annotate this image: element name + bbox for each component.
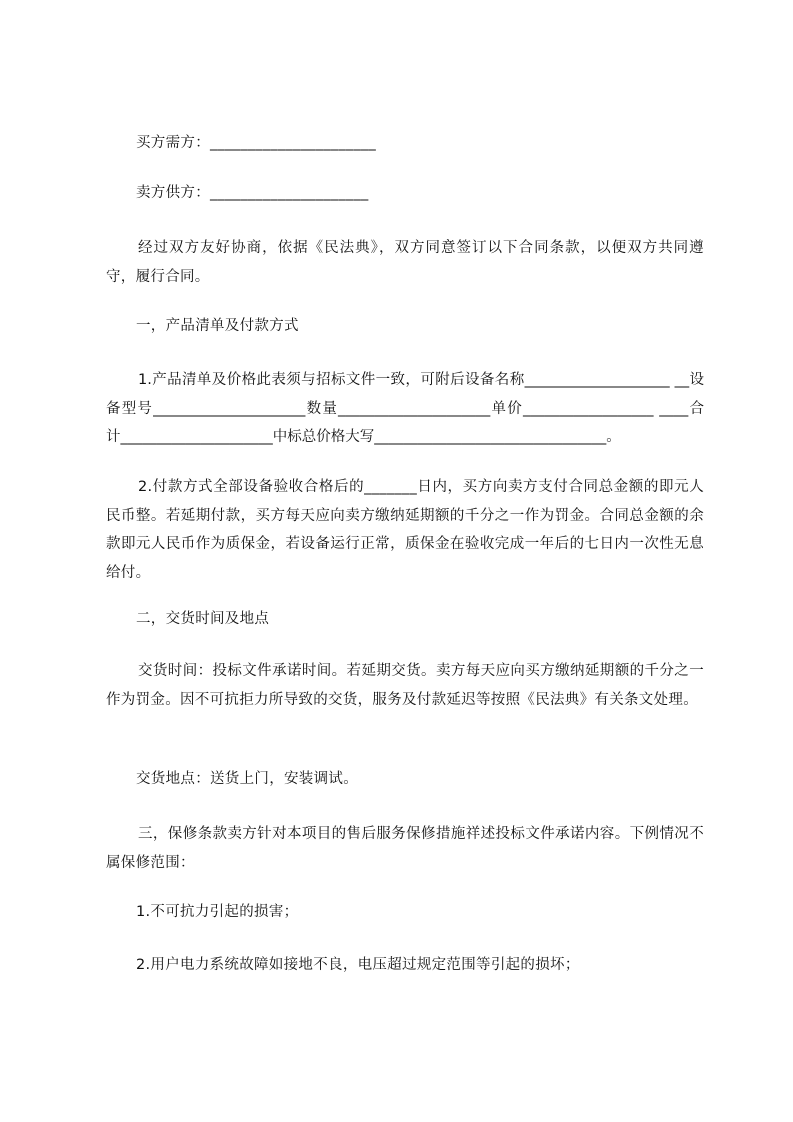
item-1-2-paragraph: 2.付款方式全部设备验收合格后的_______日内，买方向卖方支付合同总金额的即元人民币整。若延期付款，买方每天应向卖方缴纳延期额的千分之一作为罚金。合同总金额的余款即元人民币作为质保金，若设备运行正常，质保金在验收完成一年后的七日内一次性无息给付。 [106, 479, 704, 581]
exclusion-2: 2.用户电力系统故障如接地不良，电压超过规定范围等引起的损坏； [136, 957, 580, 973]
section-3-paragraph: 三，保修条款卖方针对本项目的售后服务保修措施祥述投标文件承诺内容。下例情况不属保修范围： [106, 826, 704, 871]
exclusion-1: 1.不可抗力引起的损害； [136, 904, 299, 920]
delivery-place-line: 交货地点：送货上门，安装调试。 [136, 771, 358, 787]
section-1-heading: 一，产品清单及付款方式 [136, 318, 299, 334]
delivery-time-paragraph: 交货时间：投标文件承诺时间。若延期交货。卖方每天应向买方缴纳延期额的千分之一作为罚金。因不可抗拒力所导致的交货，服务及付款延迟等按照《民法典》有关条文处理。 [106, 663, 704, 708]
item-1-1-paragraph: 1.产品清单及价格此表须与招标文件一致，可附后设备名称____________________ __设备型号_____________________数量_____________________单价__________________ ____合计_____________________中标总价格大写________________________________。 [106, 372, 704, 446]
seller-line: 卖方供方：_____________________ [136, 185, 369, 201]
section-2-heading: 二，交货时间及地点 [136, 611, 270, 627]
intro-paragraph: 经过双方友好协商，依据《民法典》，双方同意签订以下合同条款，以便双方共同遵守，履行合同。 [106, 240, 704, 285]
buyer-line: 买方需方：______________________ [136, 135, 377, 151]
